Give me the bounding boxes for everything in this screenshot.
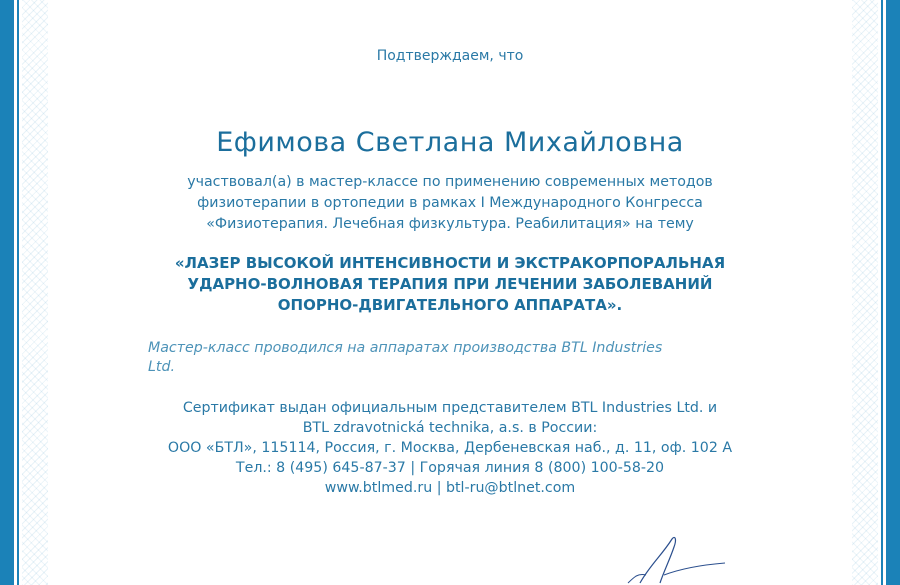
equipment-note: [148, 339, 748, 377]
issuer-line: BTL zdravotnická technika, a.s. в России:: [302, 420, 598, 436]
description-line: участвовал(а) в мастер-классе по применению современных методов: [187, 174, 713, 190]
certificate-content: [60, 0, 840, 585]
description-line: «Физиотерапия. Лечебная физкультура. Реабилитация» на тему: [206, 216, 694, 232]
topic-line: ОПОРНО-ДВИГАТЕЛЬНОГО АППАРАТА».: [277, 296, 623, 314]
left-guilloche-pattern: [22, 0, 48, 585]
issuer-address: ООО «БТЛ», 115114, Россия, г. Москва, Дербеневская наб., д. 11, оф. 102 А: [167, 440, 733, 456]
right-guilloche-pattern: [852, 0, 878, 585]
topic-line: УДАРНО-ВОЛНОВАЯ ТЕРАПИЯ ПРИ ЛЕЧЕНИИ ЗАБОЛЕВАНИЙ: [187, 275, 713, 293]
issuer-info: [100, 398, 800, 498]
left-frame-line: [17, 0, 19, 585]
handwritten-signature: [620, 525, 730, 585]
note-line: Мастер-класс проводился на аппаратах производства BTL Industries: [148, 340, 663, 356]
masterclass-topic: [120, 253, 780, 316]
right-frame-band: [886, 0, 900, 585]
issuer-phones: Тел.: 8 (495) 645-87-37 | Горячая линия 8 (800) 100-58-20: [235, 460, 665, 476]
left-frame-band: [0, 0, 14, 585]
issuer-line: Сертификат выдан официальным представителем BTL Industries Ltd. и: [182, 400, 718, 416]
topic-line: «ЛАЗЕР ВЫСОКОЙ ИНТЕНСИВНОСТИ И ЭКСТРАКОРПОРАЛЬНАЯ: [174, 254, 726, 272]
participation-description: [120, 172, 780, 235]
description-line: физиотерапии в ортопедии в рамках I Международного Конгресса: [197, 195, 703, 211]
confirm-text: Подтверждаем, что: [376, 48, 524, 64]
issuer-web-email: www.btlmed.ru | btl-ru@btlnet.com: [324, 480, 576, 496]
recipient-name: Ефимова Светлана Михайловна: [216, 127, 684, 158]
note-line: Ltd.: [148, 359, 175, 375]
right-frame-line: [881, 0, 883, 585]
